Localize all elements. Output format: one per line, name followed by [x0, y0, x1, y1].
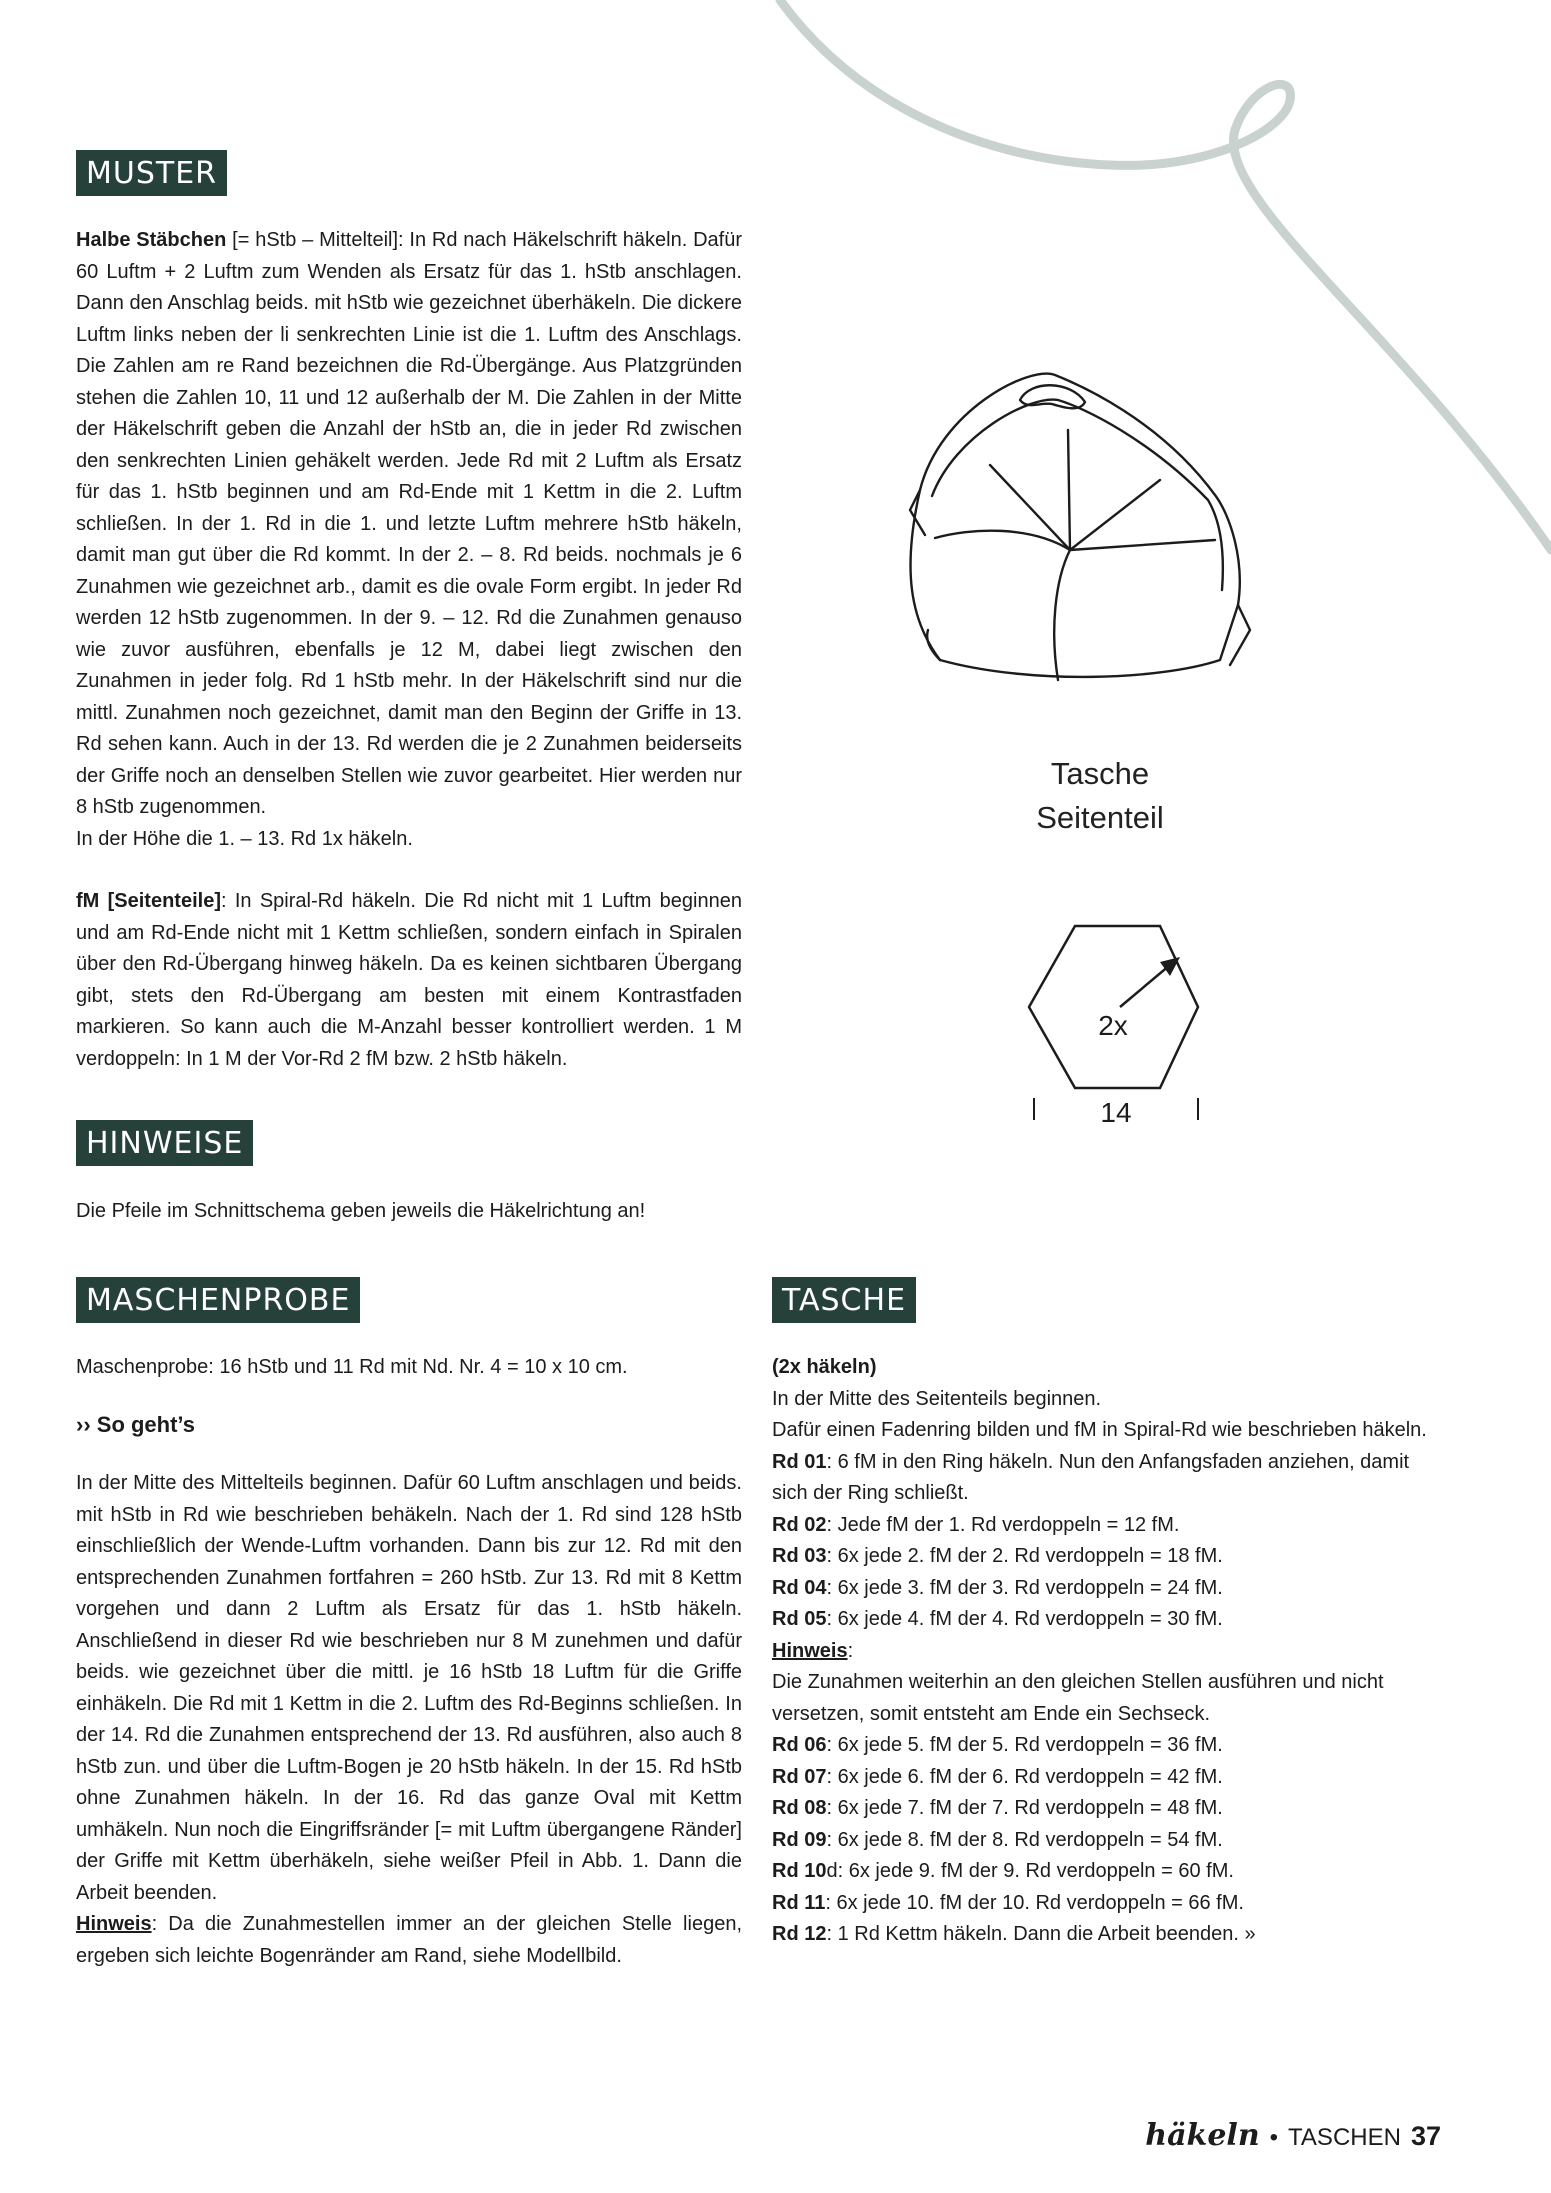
round-label: Rd 05 — [772, 1608, 827, 1630]
dimension-label: 14 — [1100, 1097, 1132, 1128]
footer-separator: • — [1269, 2124, 1279, 2151]
round-instruction — [772, 1856, 1440, 1888]
tasche-hinweis-text: Die Zunahmen weiterhin an den gleichen Stellen ausführen und nicht versetzen, somit entsteht am Ende ein Sechseck. — [772, 1671, 1384, 1725]
section-heading-hinweise: HINWEISE — [76, 1120, 253, 1166]
round-instruction — [772, 1541, 1440, 1573]
hexagon-schema — [1020, 920, 1220, 1130]
so-gehts-heading: ›› So geht’s — [76, 1411, 195, 1437]
round-instruction — [772, 1793, 1440, 1825]
muster-term-fm: fM [Seitenteile] — [76, 890, 221, 912]
figure-label-line2: Seitenteil — [1036, 800, 1164, 835]
section-heading-maschenprobe: MASCHENPROBE — [76, 1277, 360, 1323]
round-label: Rd 07 — [772, 1765, 827, 1788]
maschenprobe-hinweis — [76, 1909, 742, 1972]
round-label: Rd 06 — [772, 1734, 827, 1756]
round-instruction — [772, 1919, 1440, 1951]
tasche-rows-b — [772, 1730, 1440, 1951]
muster-p1-text: [= hStb – Mittelteil]: In Rd nach Häkelschrift häkeln. Dafür 60 Luftm + 2 Luftm zum Wenden als Ersatz für das 1. hStb anschlagen. Dann den Anschlag beids. mit hStb wie gezeichnet überhäkeln. Die dickere Luftm links neben der li senkrechten Linie ist die 1. Luftm des Anschlags. Die Zahlen am re Rand bezeichnen die Rd-Übergänge. Aus Platzgründen stehen die Zahlen 10, 11 und 12 außerhalb der M. Die Zahlen in der Mitte der Häkelschrift geben die Anzahl der hStb an, die in jeder Rd zwischen den senkrechten Linien gehäkelt werden. Jede Rd mit 2 Luftm als Ersatz für das 1. hStb beginnen und am Rd-Ende mit 1 Kettm in die 2. Luftm schließen. In der 1. Rd in die 1. und letzte Luftm mehrere hStb häkeln, damit man gut über die Rd kommt. In der 2. – 8. Rd beids. nochmals je 6 Zunahmen wie gezeichnet arb., damit es die ovale Form ergibt. In jeder Rd werden 12 hStb zugenommen. In der 9. – 12. Rd die Zunahmen genauso wie zuvor ausführen, ebenfalls je 12 M, dabei liegt zwischen den Zunahmen in jeder folg. Rd 1 hStb mehr. In der Häkelschrift sind nur die mittl. Zunahmen noch gezeichnet, damit man den Beginn der Griffe in 13. Rd sehen kann. Auch in der 13. Rd werden die je 2 Zunahmen beiderseits der Griffe noch an denselben Stellen wie zuvor gearbeitet. Hier werden nur 8 hStb zugenommen. — [76, 229, 742, 818]
round-text: : Jede fM der 1. Rd verdoppeln = 12 fM. — [826, 1513, 1180, 1536]
footer-section: TASCHEN — [1288, 2124, 1401, 2151]
figure-label-line1: Tasche — [1050, 756, 1150, 791]
page-footer — [1145, 2118, 1441, 2153]
muster-paragraph-1 — [76, 225, 742, 824]
gauge-line: Maschenprobe: 16 hStb und 11 Rd mit Nd. Nr. 4 = 10 x 10 cm. — [76, 1356, 628, 1378]
round-text: : 6x jede 6. fM der 6. Rd verdoppeln = 42 fM. — [826, 1765, 1223, 1788]
page-number: 37 — [1410, 2121, 1441, 2151]
round-label: Rd 03 — [772, 1545, 827, 1567]
round-text: : 6x jede 5. fM der 5. Rd verdoppeln = 36 fM. — [826, 1734, 1223, 1756]
tasche-intro-1: In der Mitte des Seitenteils beginnen. — [772, 1387, 1102, 1410]
round-label: Rd 02 — [772, 1513, 827, 1536]
round-label: Rd 01 — [772, 1450, 827, 1473]
tasche-rows-a — [772, 1447, 1440, 1636]
maschenprobe-body: In der Mitte des Mittelteils beginnen. Dafür 60 Luftm anschlagen und beids. mit hStb in Rd wie beschrieben behäkeln. Nach der 1. Rd sind 128 hStb einschließlich der Wende-Luftm vorhanden. Dann bis zur 12. Rd mit den entsprechenden Zunahmen fortfahren = 260 hStb. Zur 13. Rd mit 8 Kettm vorgehen und dann 2 Luftm als Ersatz für das 1. hStb häkeln. Anschließend in dieser Rd wie beschrieben nur 8 M zunehmen und dafür beids. wie gezeichnet über die mittl. je 16 hStb 18 Luftm für die Griffe einhäkeln. Die Rd mit 1 Kettm in die 2. Luftm des Rd-Beginns schließen. In der 14. Rd die Zunahmen entsprechend der 13. Rd ausführen, also auch 8 hStb zun. und über die Luftm-Bogen je 20 hStb häkeln. In der 15. Rd hStb ohne Zunahmen häkeln. In der 16. Rd das ganze Oval mit Kettm umhäkeln. Nun noch die Eingriffsränder [= mit Luftm übergangene Ränder] der Griffe mit Kettm überhäkeln, siehe weißer Pfeil in Abb. 1. Dann die Arbeit beenden. — [76, 1472, 742, 1904]
tasche-hinweis-label: Hinweis — [772, 1639, 848, 1662]
round-text: : 6x jede 8. fM der 8. Rd verdoppeln = 54 fM. — [826, 1828, 1223, 1851]
footer-script-logo: häkeln — [1145, 2118, 1260, 2153]
figure-label — [990, 752, 1210, 840]
tasche-hinweis-colon: : — [847, 1639, 854, 1662]
round-label: Rd 12 — [772, 1923, 827, 1945]
round-instruction — [772, 1573, 1440, 1605]
round-label: Rd 04 — [772, 1576, 827, 1599]
round-text: : 6x jede 2. fM der 2. Rd verdoppeln = 18 fM. — [826, 1545, 1223, 1567]
hinweis-text: : Da die Zunahmestellen immer an der gleichen Stelle liegen, ergeben sich leichte Bogenränder am Rand, siehe Modellbild. — [76, 1913, 742, 1967]
round-label: Rd 09 — [772, 1828, 827, 1851]
muster-p2-text: : In Spiral-Rd häkeln. Die Rd nicht mit 1 Luftm beginnen und am Rd-Ende nicht mit 1 Kettm schließen, sondern einfach in Spiralen über den Rd-Übergang hinweg häkeln. Da es keinen sichtbaren Übergang gibt, stets den Rd-Übergang am besten mit einem Kontrastfaden markieren. So kann auch die M-Anzahl besser kontrolliert werden. 1 M verdoppeln: In 1 M der Vor-Rd 2 fM bzw. 2 hStb häkeln. — [76, 890, 742, 1070]
muster-paragraph-2 — [76, 886, 742, 1075]
round-instruction — [772, 1888, 1440, 1920]
round-instruction — [772, 1447, 1440, 1510]
tasche-hinweis-heading — [772, 1636, 1440, 1668]
bag-illustration — [880, 360, 1300, 700]
round-instruction — [772, 1604, 1440, 1636]
round-label: Rd 11 — [772, 1891, 826, 1914]
tasche-text — [772, 1352, 1440, 1951]
round-text: : 6x jede 10. fM der 10. Rd verdoppeln = 66 fM. — [825, 1891, 1244, 1914]
hinweise-text: Die Pfeile im Schnittschema geben jeweils die Häkelrichtung an! — [76, 1200, 646, 1222]
round-text: : 6x jede 3. fM der 3. Rd verdoppeln = 24 fM. — [826, 1576, 1223, 1599]
maschenprobe-text — [76, 1352, 742, 1972]
round-instruction — [772, 1510, 1440, 1542]
hinweis-label: Hinweis — [76, 1913, 152, 1935]
muster-term-hstb: Halbe Stäbchen — [76, 229, 227, 251]
muster-text — [76, 225, 742, 1075]
section-heading-muster: MUSTER — [76, 150, 227, 196]
section-heading-tasche: TASCHE — [772, 1277, 916, 1323]
tasche-intro-2: Dafür einen Fadenring bilden und fM in Spiral-Rd wie beschrieben häkeln. — [772, 1419, 1427, 1441]
round-text: : 1 Rd Kettm häkeln. Dann die Arbeit beenden. » — [826, 1923, 1256, 1945]
round-label: Rd 08 — [772, 1797, 827, 1819]
round-text: : 6 fM in den Ring häkeln. Nun den Anfangsfaden anziehen, damit sich der Ring schließt. — [772, 1450, 1410, 1504]
round-instruction — [772, 1762, 1440, 1794]
round-instruction — [772, 1825, 1440, 1857]
round-text: d: 6x jede 9. fM der 9. Rd verdoppeln = 60 fM. — [826, 1860, 1234, 1882]
round-text: : 6x jede 4. fM der 4. Rd verdoppeln = 30 fM. — [826, 1608, 1223, 1630]
round-instruction — [772, 1730, 1440, 1762]
round-text: : 6x jede 7. fM der 7. Rd verdoppeln = 48 fM. — [826, 1797, 1223, 1819]
round-label: Rd 10 — [772, 1860, 827, 1882]
muster-paragraph-1-last: In der Höhe die 1. – 13. Rd 1x häkeln. — [76, 827, 413, 850]
tasche-subtitle: (2x häkeln) — [772, 1356, 877, 1378]
hexagon-label: 2x — [1098, 1010, 1128, 1041]
